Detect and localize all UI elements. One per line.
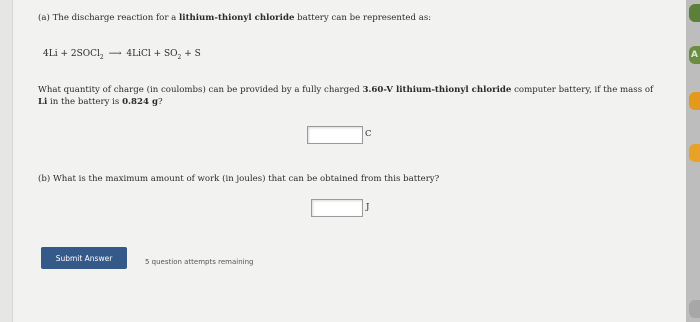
equation-right-sub: 2 (177, 53, 182, 61)
question-a-intro-text: The discharge reaction for a lithium-thionyl chloride battery can be represented as: (52, 13, 432, 23)
reaction-equation (43, 49, 201, 61)
question-a-prompt (38, 84, 658, 108)
prompt-bold-2: Li (38, 97, 48, 107)
question-b-label: (b) (38, 174, 51, 184)
equation-right-1: 4LiCl + SO (126, 49, 178, 59)
charge-unit: C (365, 129, 372, 139)
prompt-bold-1: 3.60-V lithium-thionyl chloride (362, 85, 512, 95)
question-b-text: What is the maximum amount of work (in joules) that can be obtained from this battery? (52, 174, 440, 184)
edge-tab-5[interactable] (689, 300, 700, 318)
submit-answer-button[interactable]: Submit Answer (41, 247, 127, 269)
left-margin-strip (0, 0, 13, 322)
reaction-arrow-icon: ⟶ (108, 49, 122, 59)
prompt-text-2: computer battery, if the mass of (511, 85, 654, 95)
question-a-intro (38, 13, 431, 23)
question-b-prompt (38, 174, 439, 184)
edge-tab-4[interactable] (689, 144, 700, 162)
attempts-remaining: 5 question attempts remaining (145, 258, 254, 266)
equation-left-sub: 2 (99, 53, 104, 61)
edge-tab-2[interactable] (689, 46, 700, 64)
equation-left: 4Li + 2SOCl (43, 49, 100, 59)
edge-tab-label: A (691, 50, 698, 60)
work-answer-input[interactable] (311, 199, 363, 217)
charge-answer-input[interactable] (307, 126, 363, 144)
work-unit: J (366, 202, 370, 212)
prompt-text-4: ? (158, 97, 163, 107)
prompt-text-3: in the battery is (47, 97, 123, 107)
edge-tab-3[interactable] (689, 92, 700, 110)
equation-right-2: + S (181, 49, 201, 59)
prompt-text-1: What quantity of charge (in coulombs) can be provided by a fully charged (38, 85, 363, 95)
question-a-label: (a) (38, 13, 50, 23)
prompt-bold-3: 0.824 g (122, 97, 158, 107)
edge-tab-1[interactable] (689, 4, 700, 22)
